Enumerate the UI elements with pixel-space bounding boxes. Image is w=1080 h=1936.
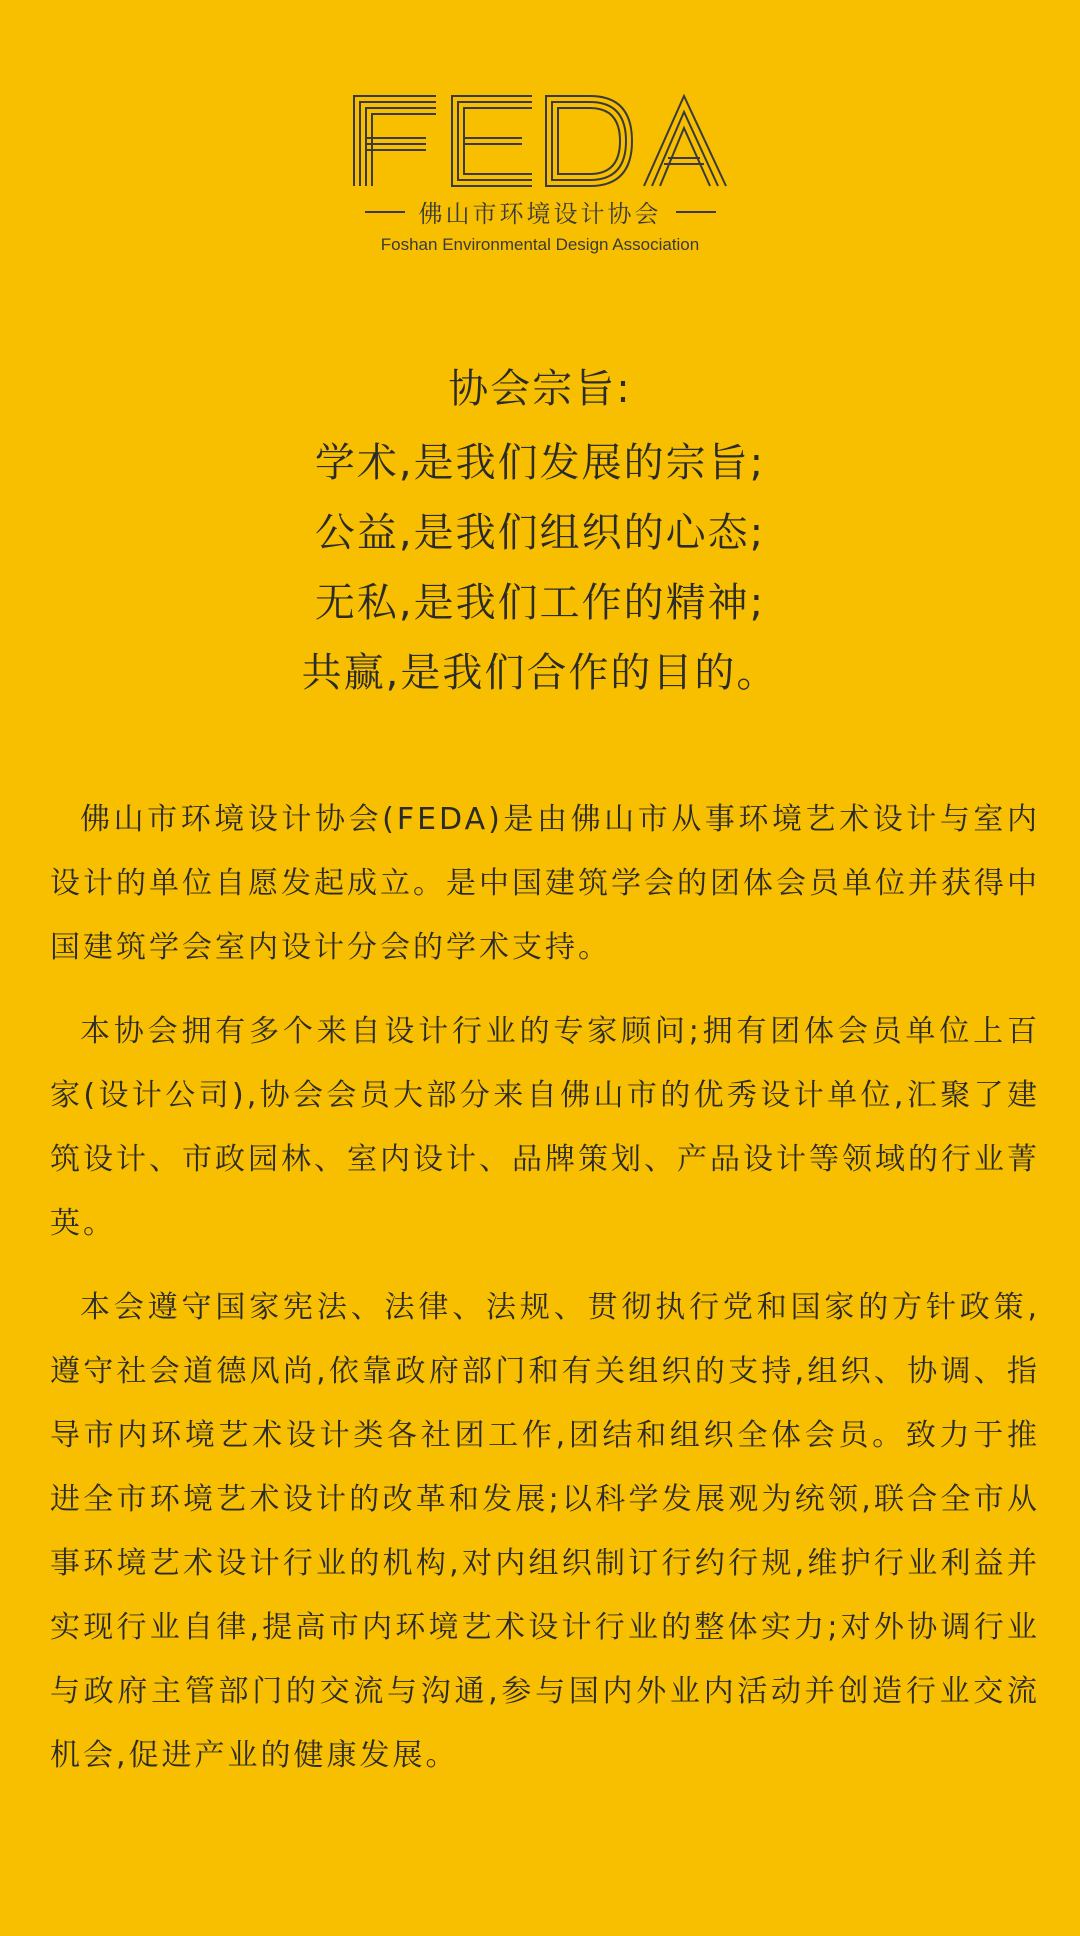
- motto-line: 公益,是我们组织的心态;: [314, 510, 766, 556]
- logo-cn-name: 佛山市环境设计协会: [418, 200, 662, 228]
- intro-body: [50, 788, 1040, 1808]
- motto-line: 学术,是我们发展的宗旨;: [314, 440, 766, 486]
- intro-paragraph: 本会遵守国家宪法、法律、法规、贯彻执行党和国家的方针政策,遵守社会道德风尚,依靠政府部门和有关组织的支持,组织、协调、指导市内环境艺术设计类各社团工作,团结和组织全体会员。致力于推进全市环境艺术设计的改革和发展;以科学发展观为统领,联合全市从事环境艺术设计行业的机构,对内组织制订行约行规,维护行业利益并实现行业自律,提高市内环境艺术设计行业的整体实力;对外协调行业与政府主管部门的交流与沟通,参与国内外业内活动并创造行业交流机会,促进产业的健康发展。: [50, 1290, 1040, 1773]
- motto-section: [0, 360, 1080, 708]
- feda-wordmark: [350, 92, 730, 188]
- feda-logo: [0, 92, 1080, 255]
- intro-paragraph: 本协会拥有多个来自设计行业的专家顾问;拥有团体会员单位上百家(设计公司),协会会员大部分来自佛山市的优秀设计单位,汇聚了建筑设计、市政园林、室内设计、品牌策划、产品设计等领域的行业菁英。: [50, 1014, 1040, 1241]
- motto-title: 协会宗旨:: [448, 366, 632, 412]
- motto-line: 共赢,是我们合作的目的。: [301, 650, 779, 696]
- motto-line: 无私,是我们工作的精神;: [314, 580, 766, 626]
- logo-en-name: Foshan Environmental Design Association: [380, 235, 700, 254]
- logo-left-dash: [365, 211, 405, 213]
- intro-paragraph: 佛山市环境设计协会(FEDA)是由佛山市从事环境艺术设计与室内设计的单位自愿发起成立。是中国建筑学会的团体会员单位并获得中国建筑学会室内设计分会的学术支持。: [50, 802, 1040, 965]
- logo-right-dash: [676, 211, 716, 213]
